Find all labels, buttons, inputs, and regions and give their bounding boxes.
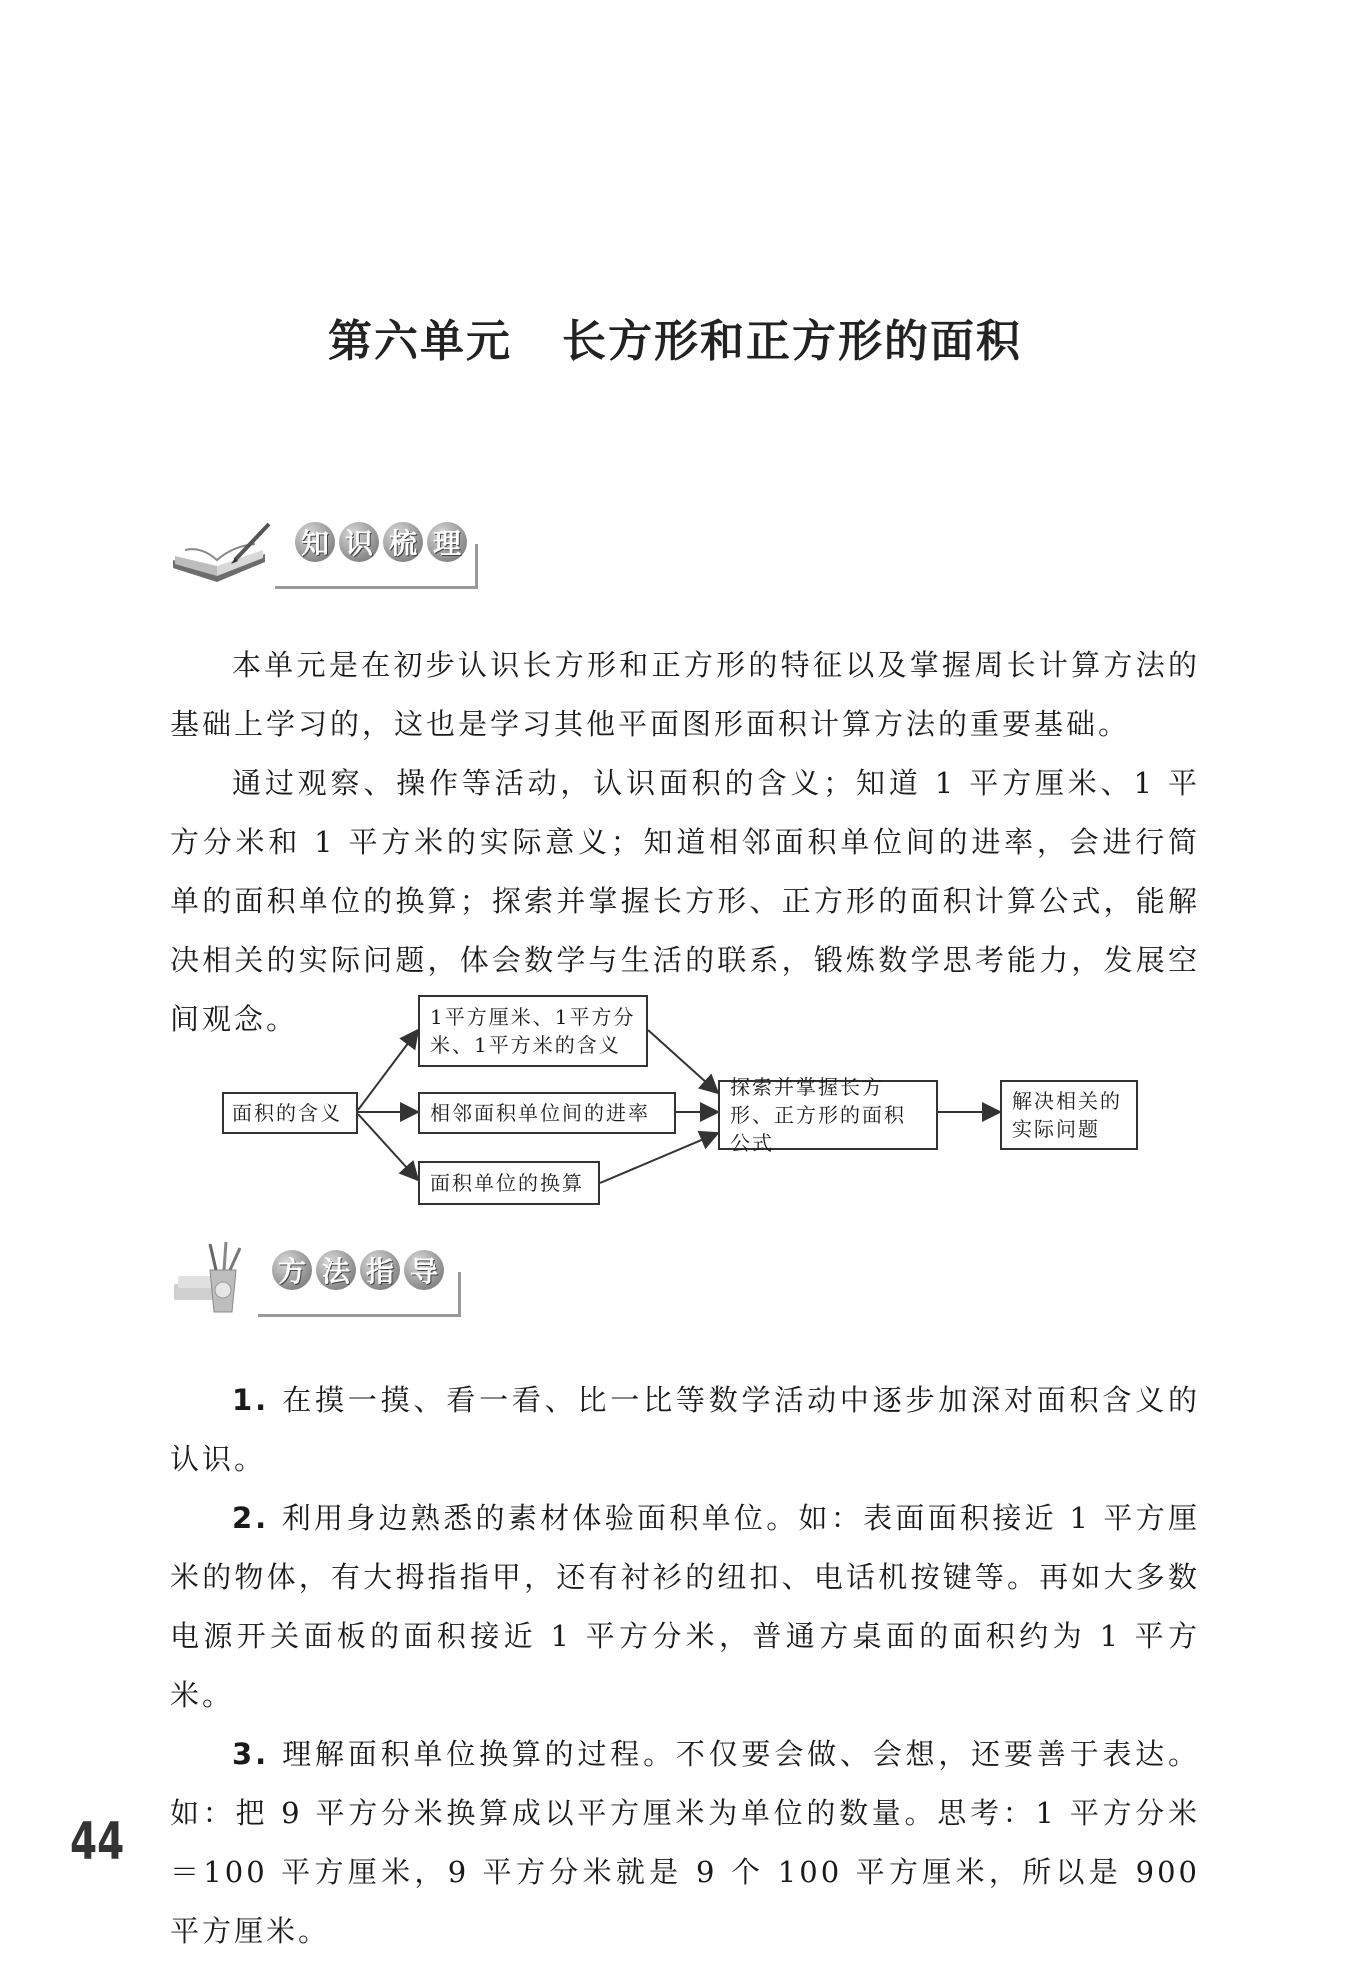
open-book-with-pen-icon (165, 520, 275, 590)
section-title-char: 理 (427, 522, 467, 562)
method-item (170, 1371, 1200, 1489)
unit-title (0, 305, 1350, 369)
diagram-node-unit-ratio: 相邻面积单位间的进率 (418, 1092, 676, 1134)
method-item-text: 利用身边熟悉的素材体验面积单位。如：表面面积接近 1 平方厘米的物体，有大拇指指甲，还有衬衫的纽扣、电话机按键等。再如大多数电源开关面板的面积接近 1 平方分米，普通方桌面的面积约为 1 平方米。 (170, 1501, 1201, 1712)
section-title-char: 导 (404, 1250, 444, 1290)
diagram-node-unit-conversion: 面积单位的换算 (418, 1161, 600, 1205)
section-title-char: 方 (272, 1250, 312, 1290)
method-item-text: 在摸一摸、看一看、比一比等数学活动中逐步加深对面积含义的认识。 (170, 1383, 1200, 1476)
unit-name: 长方形和正方形的面积 (562, 316, 1022, 367)
method-item (170, 1489, 1200, 1725)
diagram-node-area-meaning: 面积的含义 (222, 1092, 358, 1134)
concept-flow-diagram (0, 985, 1350, 1215)
section-title-char: 知 (295, 522, 335, 562)
method-item-number: 1. (232, 1383, 270, 1417)
section-title-char: 指 (360, 1250, 400, 1290)
section-title-char: 梳 (383, 522, 423, 562)
intro-paragraph: 通过观察、操作等活动，认识面积的含义；知道 1 平方厘米、1 平方分米和 1 平方米的实际意义；知道相邻面积单位间的进率，会进行简单的面积单位的换算；探索并掌握长方形、正方形的面积计算公式，能解决相关的实际问题，体会数学与生活的联系，锻炼数学思考能力，发展空间观念。 (170, 766, 1200, 1036)
section-title-char: 法 (316, 1250, 356, 1290)
section-title-char: 识 (339, 522, 379, 562)
method-item-text: 理解面积单位换算的过程。不仅要会做、会想，还要善于表达。如：把 9 平方分米换算成以平方厘米为单位的数量。思考：1 平方分米＝100 平方厘米，9 平方分米就是 9 个 100 平方厘米，所以是 900 平方厘米。 (170, 1737, 1200, 1948)
unit-number: 第六单元 (328, 316, 512, 367)
diagram-node-solve-problems: 解决相关的实际问题 (1000, 1080, 1138, 1150)
intro-paragraph: 本单元是在初步认识长方形和正方形的特征以及掌握周长计算方法的基础上学习的，这也是学习其他平面图形面积计算方法的重要基础。 (170, 648, 1200, 741)
pen-holder-icon (170, 1240, 260, 1320)
method-item-number: 3. (232, 1737, 270, 1771)
method-list (170, 1371, 1200, 1961)
section-header-knowledge (165, 510, 485, 590)
method-item-number: 2. (232, 1501, 270, 1535)
section-header-method (170, 1240, 470, 1320)
method-item (170, 1725, 1200, 1961)
diagram-node-unit-meaning: 1平方厘米、1平方分米、1平方米的含义 (418, 995, 648, 1067)
diagram-node-area-formula: 探索并掌握长方形、正方形的面积公式 (718, 1080, 938, 1150)
page-number: 44 (70, 1812, 125, 1872)
